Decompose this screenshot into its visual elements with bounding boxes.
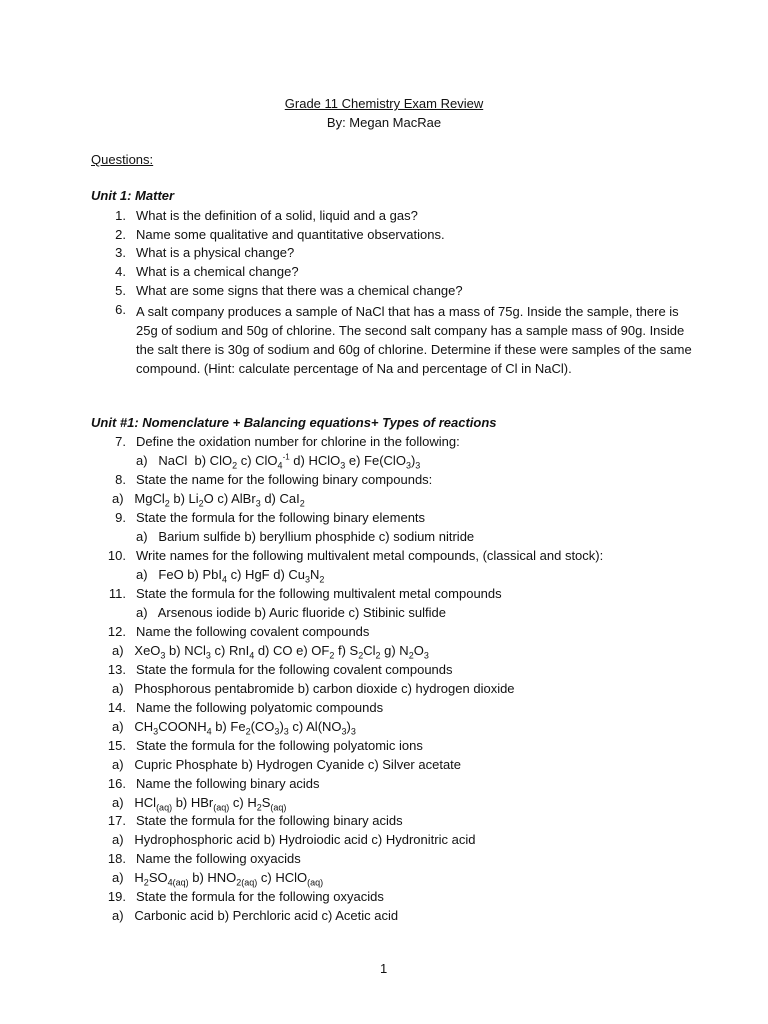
q13-answers: a) Phosphorous pentabromide b) carbon dioxide c) hydrogen dioxide (112, 681, 515, 696)
q8-answers: a) MgCl$_2$ b) $Li_2O$ c) AlBr$_3$ d) CaI$_2$ (112, 491, 305, 509)
q3-number: 3. (115, 245, 126, 260)
q8-text: State the name for the following binary compounds: (136, 472, 433, 487)
document-author: By: Megan MacRae (326, 115, 442, 130)
q11-number: 11. (108, 586, 126, 601)
q11-answers: a) Arsenous iodide b) Auric fluoride c) Stibinic sulfide (136, 605, 446, 620)
questions-heading: Questions: (91, 152, 154, 167)
q7-number: 7. (115, 434, 126, 449)
q14-answers: a) $CH_3COONH_4$ b) $Fe_2(CO_3)_3$ c) $Al(NO_3)_3$ (112, 719, 356, 737)
q2-text: Name some qualitative and quantitative observations. (136, 227, 445, 242)
q12-answers: a) XeO$_3$ b) NCl$_3$ c) RnI$_4$ d) CO e) $OF_2$ f) $S_2Cl_2$ g) $N_2O_3$ (112, 643, 429, 661)
q18-text: Name the following oxyacids (136, 851, 301, 866)
q4-text: What is a chemical change? (136, 264, 299, 279)
document-title: Grade 11 Chemistry Exam Review (284, 96, 484, 111)
unit2-heading: Unit #1: Nomenclature + Balancing equations+ Types of reactions (91, 415, 497, 430)
unit1-heading: Unit 1: Matter (91, 188, 175, 203)
q15-answers: a) Cupric Phosphate b) Hydrogen Cyanide c) Silver acetate (112, 757, 462, 772)
q1-number: 1. (115, 208, 126, 223)
q13-text: State the formula for the following covalent compounds (136, 662, 453, 677)
q17-answers: a) Hydrophosphoric acid b) Hydroiodic acid c) Hydronitric acid (112, 832, 476, 847)
q9-number: 9. (115, 510, 126, 525)
q12-number: 12. (107, 624, 126, 639)
q17-answers-text: Hydrophosphoric acid b) Hydroiodic acid c) Hydronitric acid (134, 832, 476, 847)
q5-number: 5. (115, 283, 126, 298)
q3-text: What is a physical change? (136, 245, 295, 260)
q8-number: 8. (115, 472, 126, 487)
q19-answers: a) Carbonic acid b) Perchloric acid c) Acetic acid (112, 908, 399, 923)
q14-text: Name the following polyatomic compounds (136, 700, 384, 715)
q6-text: A salt company produces a sample of NaCl that has a mass of 75g. Inside the sample, there is 25g of sodium and 50g of chlorine. The second salt company has a sample mass of 90g. Inside the salt there is 30g of sodium and 60g of chlorine. Determine if these were samples of the same compound. (Hint: calculate percentage of Na and percentage of Cl in NaCl). (136, 304, 692, 376)
q10-text: Write names for the following multivalent metal compounds, (classical and stock): (136, 548, 604, 563)
q18-number: 18. (107, 851, 126, 866)
q5-text: What are some signs that there was a chemical change? (136, 283, 463, 298)
q7-text: Define the oxidation number for chlorine in the following: (136, 434, 460, 449)
q9-text: State the formula for the following binary elements (136, 510, 426, 525)
q13-answers-text: Phosphorous pentabromide b) carbon dioxide c) hydrogen dioxide (134, 681, 515, 696)
q4-number: 4. (115, 264, 126, 279)
q15-number: 15. (107, 738, 126, 753)
q19-number: 19. (107, 889, 126, 904)
q14-number: 14. (107, 700, 126, 715)
q17-text: State the formula for the following binary acids (136, 813, 403, 828)
q13-number: 13. (107, 662, 126, 677)
q10-number: 10. (107, 548, 126, 563)
q9-answers-text: Barium sulfide b) beryllium phosphide c) sodium nitride (158, 529, 475, 544)
q15-answers-text: Cupric Phosphate b) Hydrogen Cyanide c) Silver acetate (134, 757, 462, 772)
q10-answers: a) FeO b) PbI$_4$ c) HgF d) $Cu_3N_2$ (136, 567, 325, 585)
q2-number: 2. (115, 227, 126, 242)
q6-number: 6. (115, 302, 126, 317)
q19-answers-text: Carbonic acid b) Perchloric acid c) Acetic acid (134, 908, 399, 923)
q1-text: What is the definition of a solid, liquid and a gas? (136, 208, 418, 223)
q18-answers: a) $H_2SO_{4(aq)}$ b) $HNO_{2(aq)}$ c) HClO$_{(aq)}$ (112, 870, 324, 888)
q17-number: 17. (107, 813, 126, 828)
q15-text: State the formula for the following polyatomic ions (136, 738, 423, 753)
q19-text: State the formula for the following oxyacids (136, 889, 384, 904)
q7-answers: a) NaCl b) ClO$_2$ c) ClO$_4^{-1}$ d) HClO$_3$ e) $Fe(ClO_3)_3$ (136, 452, 421, 471)
q16-answers: a) HCl$_{(aq)}$ b) HBr$_{(aq)}$ c) $H_2S_{(aq)}$ (112, 795, 287, 813)
q16-number: 16. (107, 776, 126, 791)
q11-answers-text: Arsenous iodide b) Auric fluoride c) Stibinic sulfide (157, 605, 446, 620)
q12-text: Name the following covalent compounds (136, 624, 370, 639)
q9-answers: a) Barium sulfide b) beryllium phosphide c) sodium nitride (136, 529, 475, 544)
page-number: 1 (380, 961, 388, 976)
q11-text: State the formula for the following multivalent metal compounds (136, 586, 502, 601)
q16-text: Name the following binary acids (136, 776, 320, 791)
